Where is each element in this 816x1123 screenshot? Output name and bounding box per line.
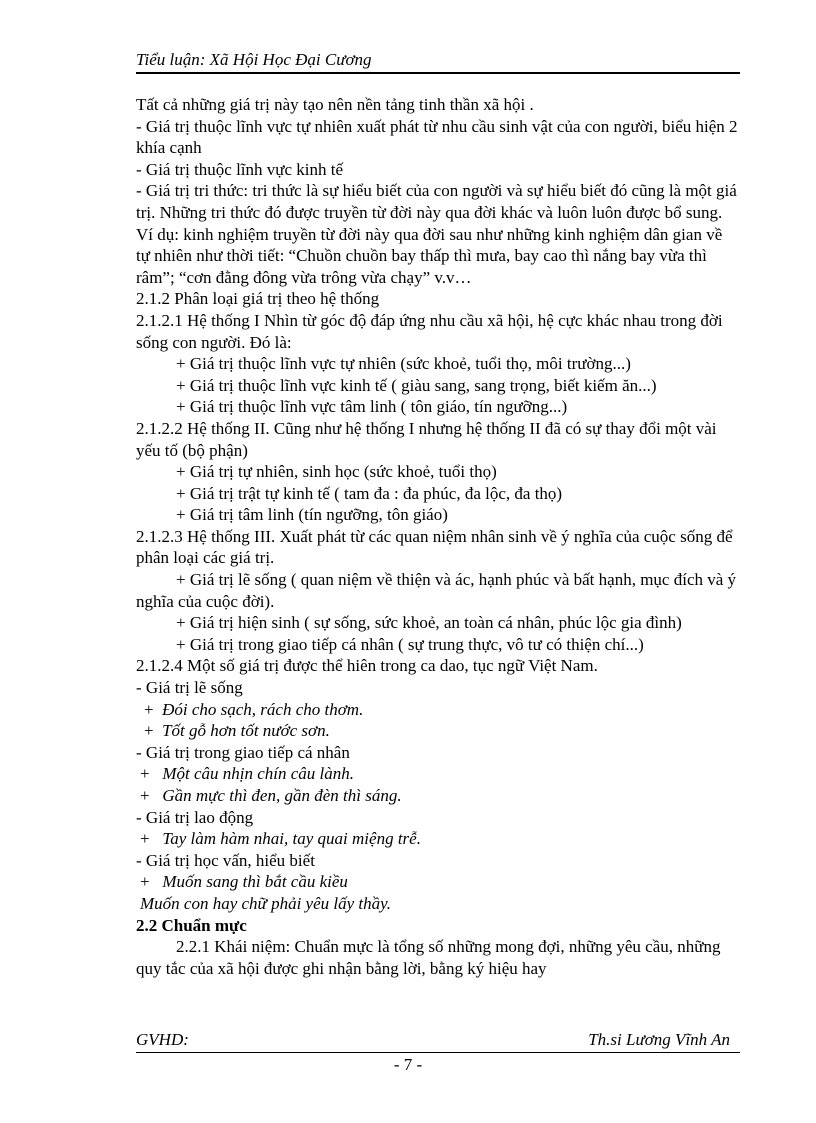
paragraph: 2.1.2.4 Một số giá trị được thể hiên trong ca dao, tục ngữ Việt Nam.: [136, 656, 598, 676]
header-title: Tiểu luận: Xã Hội Học Đại Cương: [136, 50, 372, 69]
paragraph: Tất cả những giá trị này tạo nên nền tảng tinh thần xã hội .: [136, 95, 534, 114]
section-heading: 2.1.2 Phân loại giá trị theo hệ thống: [136, 289, 380, 309]
paragraph: 2.2.1 Khái niệm: Chuẩn mực là tổng số những mong đợi, những yêu cầu, những quy tắc của xã hội được ghi nhận bằng lời, bằng ký hiệu hay: [136, 937, 721, 978]
plus-marker: +: [140, 872, 150, 892]
paragraph: 2.1.2.1 Hệ thống I Nhìn từ góc độ đáp ứng nhu cầu xã hội, hệ cực khác nhau trong đời sống con người. Đó là:: [136, 310, 723, 352]
paragraph: - Giá trị lao động: [136, 807, 254, 827]
paragraph: Ví dụ: kinh nghiệm truyền từ đời này qua đời sau như những kinh nghiệm dân gian về tự nhiên như thời tiết: “Chuồn chuồn bay thấp thì mưa, bay cao thì nắng bay vừa thì râm”; “cơn đằng đông vừa trông vừa chạy” v.v…: [136, 224, 723, 287]
list-item: + Giá trị trong giao tiếp cá nhân ( sự trung thực, vô tư có thiện chí...): [176, 634, 644, 654]
document-body: [136, 94, 740, 979]
paragraph: - Giá trị thuộc lĩnh vực tự nhiên xuất phát từ nhu cầu sinh vật của con người, biểu hiện 2 khía cạnh: [136, 116, 738, 158]
page-header: [136, 48, 740, 74]
proverb-line: Muốn con hay chữ phải yêu lấy thầy.: [140, 893, 391, 913]
plus-marker: +: [144, 699, 154, 719]
paragraph: - Giá trị tri thức: tri thức là sự hiểu biết của con người và sự hiểu biết đó cũng là một giá trị. Những tri thức đó được truyền từ đời này qua đời khác và luôn luôn được bổ sung.: [136, 181, 737, 222]
page-footer: [136, 1028, 740, 1053]
plus-marker: +: [144, 721, 154, 741]
proverb-line: + Tay làm hàm nhai, tay quai miệng trễ.: [140, 829, 421, 849]
proverb-line: + Tốt gỗ hơn tốt nước sơn.: [144, 721, 330, 741]
paragraph: - Giá trị học vấn, hiểu biết: [136, 850, 315, 870]
footer-instructor-name: Th.si Lương Vĩnh An: [588, 1030, 730, 1049]
paragraph: - Giá trị trong giao tiếp cá nhân: [136, 742, 350, 762]
paragraph: - Giá trị lẽ sống: [136, 678, 243, 698]
plus-marker: +: [140, 786, 150, 805]
plus-marker: +: [140, 764, 150, 784]
section-heading: 2.2 Chuẩn mực: [136, 915, 247, 935]
page-number: - 7 -: [393, 1055, 423, 1074]
plus-marker: +: [140, 829, 150, 849]
paragraph: 2.1.2.2 Hệ thống II. Cũng như hệ thống I nhưng hệ thống II đã có sự thay đổi một vài yếu tố (bộ phận): [136, 418, 717, 460]
list-item: + Giá trị thuộc lĩnh vực tâm linh ( tôn giáo, tín ngưỡng...): [176, 397, 568, 417]
list-item: + Giá trị hiện sinh ( sự sống, sức khoẻ, an toàn cá nhân, phúc lộc gia đình): [176, 613, 682, 633]
proverb-line: + Đói cho sạch, rách cho thơm.: [144, 699, 364, 719]
list-item: + Giá trị tâm linh (tín ngưỡng, tôn giáo): [176, 505, 448, 525]
footer-instructor-label: GVHD:: [136, 1030, 189, 1049]
list-item: + Giá trị tự nhiên, sinh học (sức khoẻ, tuổi thọ): [176, 462, 497, 482]
list-item: + Giá trị trật tự kinh tế ( tam đa : đa phúc, đa lộc, đa thọ): [176, 483, 563, 503]
proverb-line: + Muốn sang thì bắt cầu kiều: [140, 872, 348, 892]
proverb-line: + Một câu nhịn chín câu lành.: [140, 764, 355, 784]
list-item: + Giá trị thuộc lĩnh vực kinh tế ( giàu sang, sang trọng, biết kiếm ăn...): [176, 375, 657, 395]
paragraph: - Giá trị thuộc lĩnh vực kinh tế: [136, 159, 344, 179]
paragraph: 2.1.2.3 Hệ thống III. Xuất phát từ các quan niệm nhân sinh về ý nghĩa của cuộc sống để phân loại các giá trị.: [136, 526, 733, 568]
list-item: + Giá trị thuộc lĩnh vực tự nhiên (sức khoẻ, tuổi thọ, môi trường...): [176, 354, 631, 374]
list-item: + Giá trị lẽ sống ( quan niệm về thiện và ác, hạnh phúc và bất hạnh, mục đích và ý nghĩa của cuộc đời).: [136, 570, 737, 611]
proverb-line: + Gần mực thì đen, gần đèn thì sáng.: [140, 786, 402, 805]
